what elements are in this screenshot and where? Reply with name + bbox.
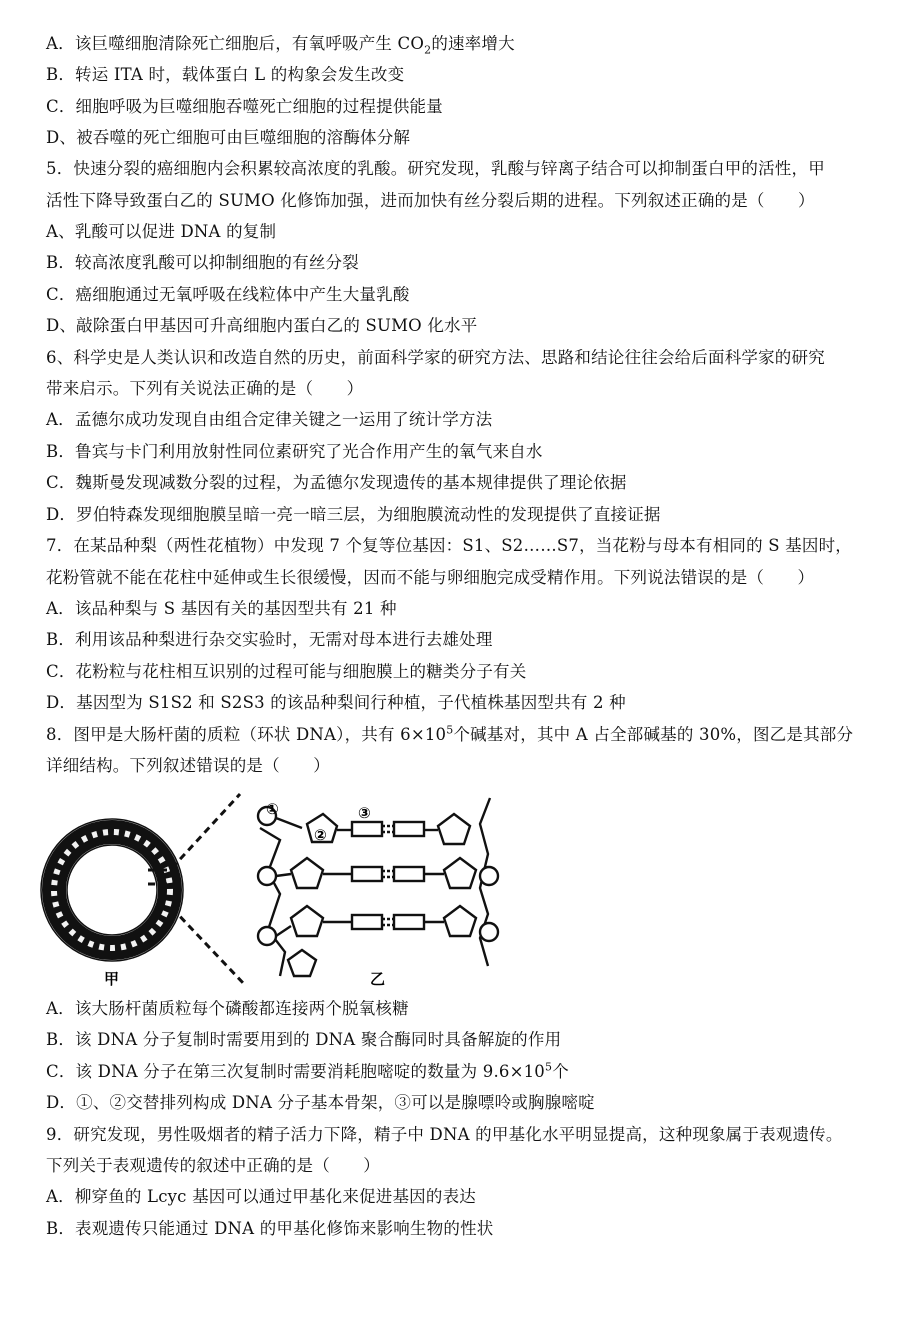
q5-option-d: D、敲除蛋白甲基因可升高细胞内蛋白乙的 SUMO 化水平 [46,316,478,335]
q6-option-d: D．罗伯特森发现细胞膜呈暗一亮一暗三层，为细胞膜流动性的发现提供了直接证据 [46,505,661,524]
q5-option-c: C．癌细胞通过无氧呼吸在线粒体中产生大量乳酸 [46,285,410,304]
q4-option-c: C．细胞呼吸为巨噬细胞吞噬死亡细胞的过程提供能量 [46,97,443,116]
q4-option-a: A．该巨噬细胞清除死亡细胞后，有氧呼吸产生 $CO_2$的速率增大 [46,34,515,57]
q8-option-a: A．该大肠杆菌质粒每个磷酸都连接两个脱氧核糖 [46,999,409,1018]
q8-stem-line2: 详细结构。下列叙述错误的是（ ） [46,756,330,775]
q4-option-d: D、被吞噬的死亡细胞可由巨噬细胞的溶酶体分解 [46,128,411,147]
marker-1: ① [266,800,279,818]
label-yi: 乙 [370,970,386,988]
q8-stem-line1: 8．图甲是大肠杆菌的质粒（环状 DNA），共有 $6\times 10^5$个碱基对，其中 A 占全部碱基的 30%，图乙是其部分 [46,723,854,744]
q9-option-a: A．柳穿鱼的 Lcyc 基因可以通过甲基化来促进基因的表达 [46,1187,476,1206]
q9-stem-line1: 9．研究发现，男性吸烟者的精子活力下降，精子中 DNA 的甲基化水平明显提高，这种现象属于表观遗传。 [46,1125,843,1144]
q7-option-d: D．基因型为 S1S2 和 S2S3 的该品种梨间行种植，子代植株基因型共有 2 种 [46,693,626,712]
label-jia: 甲 [104,970,120,988]
q4-option-b: B．转运 ITA 时，载体蛋白 L 的构象会发生改变 [46,65,405,84]
marker-2: ② [314,826,327,844]
q5-option-b: B．较高浓度乳酸可以抑制细胞的有丝分裂 [46,253,359,272]
q6-stem-line1: 6、科学史是人类认识和改造自然的历史，前面科学家的研究方法、思路和结论往往会给后面科学家的研究 [46,348,825,367]
q6-stem-line2: 带来启示。下列有关说法正确的是（ ） [46,379,364,398]
dna-detail [258,798,498,976]
q5-stem-line1: 5．快速分裂的癌细胞内会积累较高浓度的乳酸。研究发现，乳酸与锌离子结合可以抑制蛋白甲的活性，甲 [46,159,825,178]
plasmid-ring [41,819,183,961]
q7-stem-line1: 7．在某品种梨（两性花植物）中发现 7 个复等位基因：S1、S2……S7，当花粉与母本有相同的 S 基因时， [46,536,852,555]
q6-option-c: C．魏斯曼发现减数分裂的过程，为孟德尔发现遗传的基本规律提供了理论依据 [46,473,627,492]
q5-option-a: A、乳酸可以促进 DNA 的复制 [46,222,277,241]
q6-option-a: A．孟德尔成功发现自由组合定律关键之一运用了统计学方法 [46,410,493,429]
marker-3: ③ [358,804,371,822]
dna-figure [40,790,540,990]
q5-stem-line2: 活性下降导致蛋白乙的 SUMO 化修饰加强，进而加快有丝分裂后期的进程。下列叙述正确的是（ ） [46,191,815,210]
q7-stem-line2: 花粉管就不能在花柱中延伸或生长很缓慢，因而不能与卵细胞完成受精作用。下列说法错误的是（ ） [46,568,815,587]
q8-option-c: C．该 DNA 分子在第三次复制时需要消耗胞嘧啶的数量为 $9.6\times 10^5$个 [46,1060,569,1081]
q7-option-a: A．该品种梨与 S 基因有关的基因型共有 21 种 [46,599,397,618]
q7-option-c: C．花粉粒与花柱相互识别的过程可能与细胞膜上的糖类分子有关 [46,662,527,681]
q9-option-b: B．表观遗传只能通过 DNA 的甲基化修饰来影响生物的性状 [46,1219,494,1238]
q6-option-b: B．鲁宾与卡门利用放射性同位素研究了光合作用产生的氧气来自水 [46,442,543,461]
q7-option-b: B．利用该品种梨进行杂交实验时，无需对母本进行去雄处理 [46,630,493,649]
q9-stem-line2: 下列关于表观遗传的叙述中正确的是（ ） [46,1156,380,1175]
q8-option-d: D．①、②交替排列构成 DNA 分子基本骨架，③可以是腺嘌呤或胸腺嘧啶 [46,1093,595,1112]
q8-option-b: B．该 DNA 分子复制时需要用到的 DNA 聚合酶同时具备解旋的作用 [46,1030,562,1049]
